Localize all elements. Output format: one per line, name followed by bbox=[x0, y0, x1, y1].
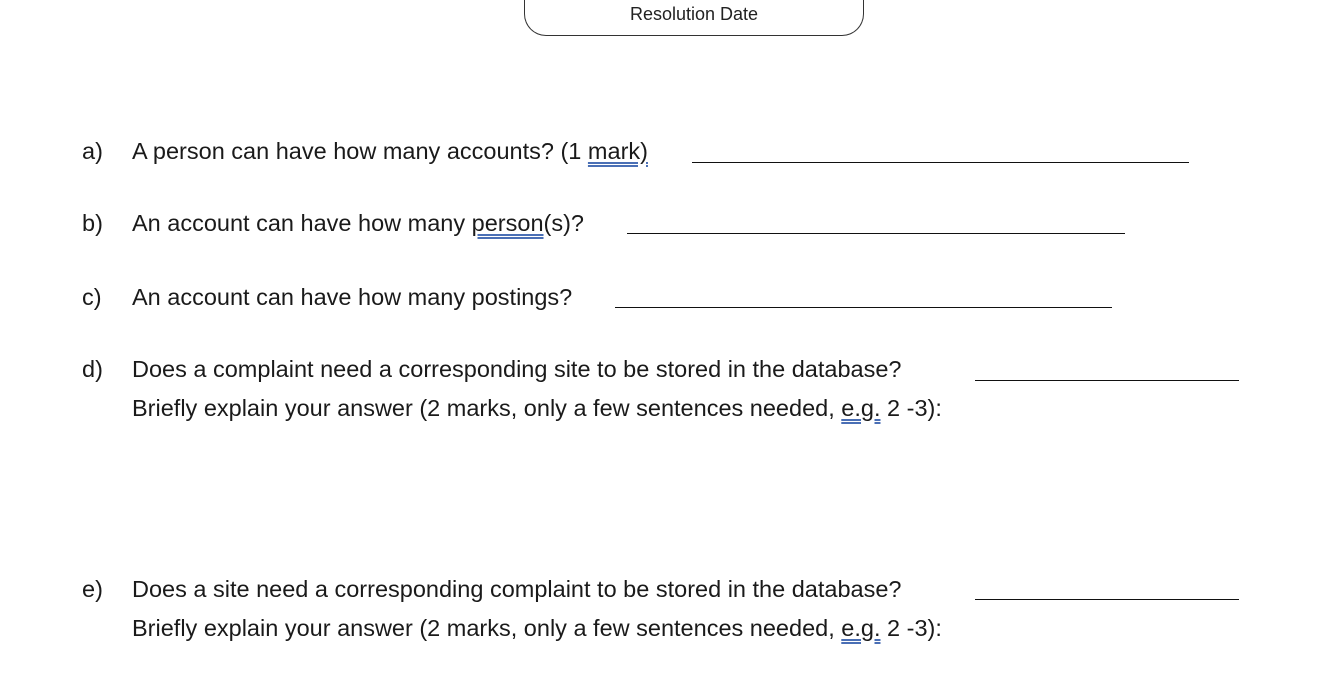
question-c-letter: c) bbox=[82, 284, 102, 310]
question-d-explain-prompt: Briefly explain your answer (2 marks, only a few sentences needed, bbox=[132, 395, 842, 421]
question-b-letter: b) bbox=[82, 210, 103, 236]
question-e-answer-line[interactable] bbox=[975, 599, 1239, 600]
question-b-text bbox=[132, 209, 584, 237]
question-d-answer-line[interactable] bbox=[975, 380, 1239, 381]
question-d-explain-flagged-word: e.g. bbox=[841, 395, 881, 421]
question-a-flagged-word: mark) bbox=[587, 138, 648, 164]
question-d-explain-suffix: 2 -3): bbox=[880, 395, 942, 421]
question-e-text: Does a site need a corresponding complaint to be stored in the database? bbox=[132, 576, 902, 602]
question-b-prompt: An account can have how many bbox=[132, 210, 472, 236]
question-e-explain bbox=[132, 614, 942, 642]
question-b-answer-line[interactable] bbox=[627, 233, 1125, 234]
question-c-answer-line[interactable] bbox=[615, 307, 1112, 308]
resolution-date-attribute-box bbox=[524, 0, 864, 36]
question-e-explain-flagged-word: e.g. bbox=[841, 615, 881, 641]
question-a-answer-line[interactable] bbox=[692, 162, 1189, 163]
question-d-text: Does a complaint need a corresponding site to be stored in the database? bbox=[132, 356, 902, 382]
question-e-explain-prompt: Briefly explain your answer (2 marks, only a few sentences needed, bbox=[132, 615, 842, 641]
question-e-letter: e) bbox=[82, 576, 103, 602]
question-a-letter: a) bbox=[82, 138, 103, 164]
question-c-text: An account can have how many postings? bbox=[132, 284, 573, 310]
question-e-explain-suffix: 2 -3): bbox=[880, 615, 942, 641]
question-a-prompt: A person can have how many accounts? (1 bbox=[132, 138, 588, 164]
question-b-flagged-word: person bbox=[471, 210, 544, 236]
question-d-explain bbox=[132, 394, 942, 422]
question-b-suffix: (s)? bbox=[543, 210, 584, 236]
resolution-date-label: Resolution Date bbox=[629, 4, 759, 24]
question-a-text bbox=[132, 137, 648, 165]
question-d-letter: d) bbox=[82, 356, 103, 382]
